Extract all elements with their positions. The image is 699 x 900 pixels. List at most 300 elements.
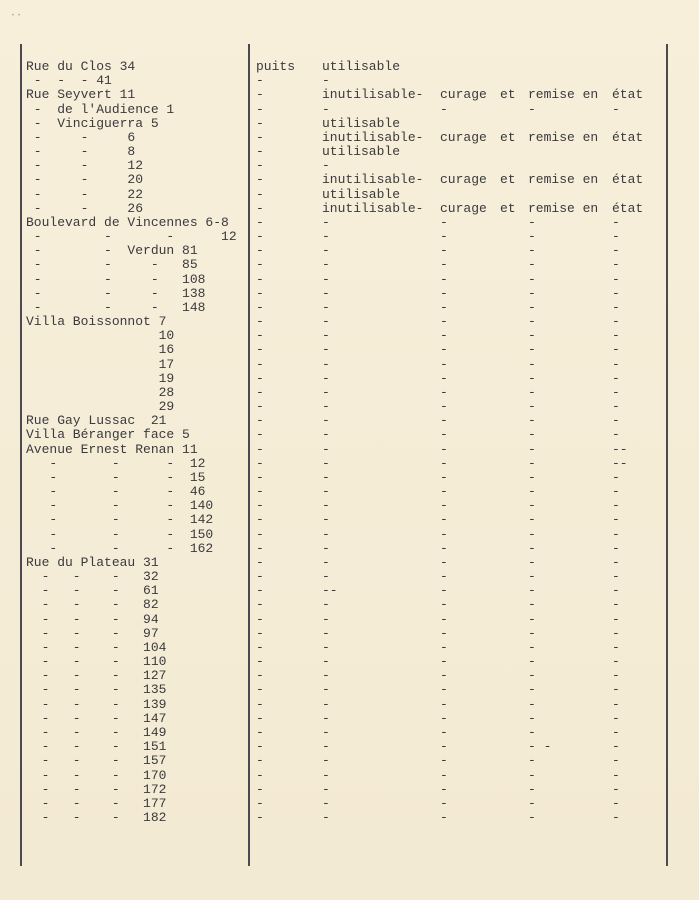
type-cell: - [256,271,264,287]
state-cell: - [322,739,330,755]
address-cell: - - 12 [26,158,144,174]
remise-cell: - [528,810,536,825]
state-cell: - [322,229,330,245]
address-cell: - - - 182 [26,810,167,825]
table-row [0,74,699,88]
address-cell: - - - 140 [26,498,214,514]
type-cell: - [256,328,264,344]
etat-cell: état [612,87,644,103]
etat-cell: - [612,710,620,726]
address-cell: - - - 150 [26,526,214,542]
type-cell: - [256,540,264,556]
action-cell: curage [440,172,487,188]
type-cell: - [256,724,264,740]
address-cell: Rue Gay Lussac 21 [26,413,167,429]
address-cell: - - - 139 [26,696,167,712]
remise-cell: - [528,314,536,330]
action-cell: - [440,243,448,259]
table-row [0,273,699,287]
state-cell: utilisable [322,144,401,160]
etat-cell: - [612,583,620,599]
etat-cell: - [612,554,620,570]
table-row [0,556,699,570]
type-cell: - [256,710,264,726]
address-cell: - - - 135 [26,682,167,698]
action-cell: - [440,739,448,755]
etat-cell: - [612,356,620,372]
type-cell: - [256,101,264,117]
remise-cell: - [528,484,536,500]
state-cell: - [322,299,330,315]
remise-cell: - [528,625,536,641]
action-cell: - [440,427,448,443]
etat-cell: - [612,795,620,811]
etat-cell: - [612,299,620,315]
state-cell: - [322,597,330,613]
type-cell: - [256,569,264,585]
type-cell: - [256,625,264,641]
remise-cell: - [528,554,536,570]
table-row [0,343,699,357]
etat-cell: - [612,214,620,230]
address-cell: 16 [26,342,175,358]
type-cell: - [256,356,264,372]
remise-cell: - [528,299,536,315]
action-cell: - [440,682,448,698]
action-cell: - [440,498,448,514]
address-cell: - - 8 [26,144,136,160]
table-row [0,627,699,641]
action-cell: - [440,611,448,627]
table-row [0,315,699,329]
action-cell: curage [440,200,487,216]
address-cell: Rue Seyvert 11 [26,87,136,103]
state-cell: - [322,810,330,825]
address-cell: - - - 147 [26,710,167,726]
etat-cell: - [612,625,620,641]
action-cell: - [440,328,448,344]
remise-cell: - [528,682,536,698]
table-row [0,372,699,386]
remise-cell: - [528,243,536,259]
etat-cell: - [612,469,620,485]
table-row [0,428,699,442]
state-cell: - [322,668,330,684]
etat-cell: - [612,342,620,358]
action-cell: - [440,370,448,386]
address-cell: - - - 162 [26,540,214,556]
etat-cell: - [612,569,620,585]
table-row [0,485,699,499]
table-row [0,117,699,131]
type-cell: - [256,384,264,400]
type-cell: - [256,186,264,202]
type-cell: - [256,144,264,160]
state-cell: - [322,767,330,783]
remise-cell: - [528,328,536,344]
etat-cell: - [612,639,620,655]
state-cell: - [322,243,330,259]
action-cell: - [440,484,448,500]
action-cell: - [440,625,448,641]
type-cell: - [256,370,264,386]
type-cell: - [256,484,264,500]
paper-mark: ⋅⋅ [10,11,23,22]
address-cell: 29 [26,399,175,415]
etat-cell: - [612,668,620,684]
state-cell: - [322,101,330,117]
table-row [0,258,699,272]
etat-cell: -- [612,441,628,457]
action-cell: - [440,767,448,783]
etat-cell: - [612,682,620,698]
remise-cell: remise en [528,87,599,103]
type-cell: - [256,73,264,89]
address-cell: - - - 110 [26,654,167,670]
etat-cell: état [612,172,644,188]
etat-cell: - [612,781,620,797]
etat-cell: - [612,271,620,287]
state-cell: - [322,540,330,556]
remise-cell: - [528,569,536,585]
etat-cell: - [612,597,620,613]
etat-cell: - [612,611,620,627]
etat-cell: - [612,526,620,542]
type-cell: - [256,87,264,103]
type-cell: - [256,243,264,259]
remise-cell: - [528,257,536,273]
action-cell: - [440,724,448,740]
action-cell: - [440,214,448,230]
etat-cell: - [612,767,620,783]
remise-cell: - - [528,739,552,755]
table-row [0,570,699,584]
address-cell: - - - 15 [26,469,206,485]
etat-cell: - [612,384,620,400]
type-cell: - [256,654,264,670]
table-row [0,528,699,542]
address-cell: - - - 46 [26,484,206,500]
remise-cell: - [528,512,536,528]
address-cell: - - - 157 [26,753,167,769]
address-cell: - - 20 [26,172,144,188]
type-cell: - [256,342,264,358]
address-cell: - Vinciguerra 5 [26,115,159,131]
state-cell: inutilisable- [322,87,424,103]
address-cell: - - 22 [26,186,144,202]
state-cell: - [322,569,330,585]
action-cell: - [440,314,448,330]
remise-cell: - [528,101,536,117]
action-cell: - [440,469,448,485]
conj-cell: et [500,200,516,216]
state-cell: - [322,554,330,570]
remise-cell: - [528,611,536,627]
conj-cell: et [500,172,516,188]
type-cell: - [256,781,264,797]
remise-cell: - [528,469,536,485]
address-cell: - - 6 [26,129,136,145]
table-row [0,513,699,527]
etat-cell: - [612,328,620,344]
state-cell: - [322,158,330,174]
state-cell: inutilisable- [322,129,424,145]
etat-cell: - [612,101,620,117]
action-cell: - [440,710,448,726]
state-cell: - [322,682,330,698]
state-cell: - [322,285,330,301]
type-cell: - [256,526,264,542]
state-cell: - [322,781,330,797]
address-cell: - - - 149 [26,724,167,740]
type-cell: - [256,739,264,755]
address-cell: - - - 12 [26,455,206,471]
type-cell: - [256,200,264,216]
table-row [0,783,699,797]
table-row [0,287,699,301]
state-cell: utilisable [322,59,401,74]
type-cell: - [256,129,264,145]
state-cell: - [322,512,330,528]
table-row [0,769,699,783]
etat-cell: - [612,257,620,273]
address-cell: - - - 41 [26,73,112,89]
address-cell: - - - 12 [26,229,237,245]
type-cell: - [256,639,264,655]
action-cell: - [440,271,448,287]
type-cell: - [256,229,264,245]
remise-cell: remise en [528,129,599,145]
action-cell: - [440,554,448,570]
action-cell: - [440,257,448,273]
address-cell: - - - 108 [26,271,206,287]
table-row [0,414,699,428]
state-cell: - [322,710,330,726]
state-cell: - [322,724,330,740]
remise-cell: remise en [528,200,599,216]
state-cell: inutilisable- [322,172,424,188]
type-cell: - [256,172,264,188]
state-cell: - [322,328,330,344]
table-row [0,88,699,102]
remise-cell: - [528,710,536,726]
state-cell: - [322,526,330,542]
type-cell: puits [256,59,296,74]
remise-cell: - [528,767,536,783]
etat-cell: - [612,427,620,443]
action-cell: - [440,696,448,712]
type-cell: - [256,214,264,230]
table-row [0,159,699,173]
action-cell: - [440,342,448,358]
table-row [0,683,699,697]
address-cell: - - - 127 [26,668,167,684]
etat-cell: - [612,696,620,712]
action-cell: - [440,356,448,372]
type-cell: - [256,115,264,131]
action-cell: - [440,569,448,585]
action-cell: - [440,399,448,415]
action-cell: - [440,795,448,811]
state-cell: - [322,384,330,400]
state-cell: - [322,370,330,386]
address-cell: - - - 172 [26,781,167,797]
remise-cell: - [528,795,536,811]
address-cell: - - 26 [26,200,144,216]
address-cell: - - - 138 [26,285,206,301]
state-cell: utilisable [322,186,401,202]
address-cell: - - - 97 [26,625,159,641]
type-cell: - [256,455,264,471]
type-cell: - [256,314,264,330]
remise-cell: - [528,413,536,429]
type-cell: - [256,469,264,485]
etat-cell: - [612,753,620,769]
state-cell: - [322,625,330,641]
remise-cell: - [528,753,536,769]
state-cell: - [322,314,330,330]
table-row [0,726,699,740]
state-cell: - [322,753,330,769]
action-cell: - [440,384,448,400]
remise-cell: - [528,654,536,670]
address-cell: - - - 82 [26,597,159,613]
state-cell: - [322,399,330,415]
etat-cell: - [612,484,620,500]
remise-cell: - [528,781,536,797]
etat-cell: - [612,810,620,825]
etat-cell: - [612,399,620,415]
table-row [0,542,699,556]
table-row [0,499,699,513]
type-cell: - [256,753,264,769]
table-row [0,471,699,485]
state-cell: - [322,455,330,471]
state-cell: - [322,639,330,655]
type-cell: - [256,158,264,174]
remise-cell: - [528,668,536,684]
action-cell: - [440,668,448,684]
state-cell: - [322,356,330,372]
etat-cell: - [612,540,620,556]
address-cell: - - - 177 [26,795,167,811]
address-cell: - - - 142 [26,512,214,528]
etat-cell: - [612,285,620,301]
table-row [0,386,699,400]
type-cell: - [256,512,264,528]
address-cell: - - - 151 [26,739,167,755]
state-cell: - [322,427,330,443]
state-cell: - [322,214,330,230]
table-row [0,188,699,202]
table-row [0,230,699,244]
type-cell: - [256,767,264,783]
remise-cell: remise en [528,172,599,188]
remise-cell: - [528,526,536,542]
address-cell: Boulevard de Vincennes 6-8 [26,214,229,230]
state-cell: - [322,257,330,273]
action-cell: - [440,101,448,117]
action-cell: - [440,597,448,613]
action-cell: - [440,654,448,670]
etat-cell: - [612,314,620,330]
action-cell: - [440,810,448,825]
state-cell: - [322,696,330,712]
action-cell: - [440,781,448,797]
state-cell: inutilisable- [322,200,424,216]
type-cell: - [256,597,264,613]
action-cell: - [440,526,448,542]
remise-cell: - [528,399,536,415]
action-cell: - [440,229,448,245]
type-cell: - [256,668,264,684]
table-row [0,145,699,159]
etat-cell: - [612,370,620,386]
table-row [0,443,699,457]
type-cell: - [256,285,264,301]
address-cell: - - - 148 [26,299,206,315]
remise-cell: - [528,370,536,386]
table-row [0,244,699,258]
state-cell: - [322,73,330,89]
type-cell: - [256,498,264,514]
table-row [0,60,699,74]
remise-cell: - [528,214,536,230]
etat-cell: - [612,739,620,755]
table-row [0,598,699,612]
action-cell: curage [440,87,487,103]
etat-cell: - [612,413,620,429]
table-row [0,329,699,343]
action-cell: - [440,285,448,301]
remise-cell: - [528,229,536,245]
state-cell: utilisable [322,115,401,131]
address-cell: - - Verdun 81 [26,243,198,259]
remise-cell: - [528,498,536,514]
action-cell: - [440,753,448,769]
address-cell: Villa Béranger face 5 [26,427,190,443]
state-cell: - [322,413,330,429]
action-cell: - [440,299,448,315]
etat-cell: état [612,200,644,216]
state-cell: - [322,654,330,670]
address-cell: Rue du Plateau 31 [26,554,159,570]
remise-cell: - [528,696,536,712]
type-cell: - [256,583,264,599]
table-row [0,202,699,216]
conj-cell: et [500,129,516,145]
table-row [0,584,699,598]
remise-cell: - [528,427,536,443]
type-cell: - [256,611,264,627]
etat-cell: état [612,129,644,145]
action-cell: - [440,455,448,471]
remise-cell: - [528,583,536,599]
address-cell: - - - 61 [26,583,159,599]
action-cell: - [440,441,448,457]
state-cell: - [322,342,330,358]
etat-cell: -- [612,455,628,471]
remise-cell: - [528,356,536,372]
state-cell: - [322,795,330,811]
table-row [0,301,699,315]
state-cell: - [322,441,330,457]
table-row [0,655,699,669]
etat-cell: - [612,498,620,514]
etat-cell: - [612,229,620,245]
address-cell: Avenue Ernest Renan 11 [26,441,198,457]
conj-cell: et [500,87,516,103]
